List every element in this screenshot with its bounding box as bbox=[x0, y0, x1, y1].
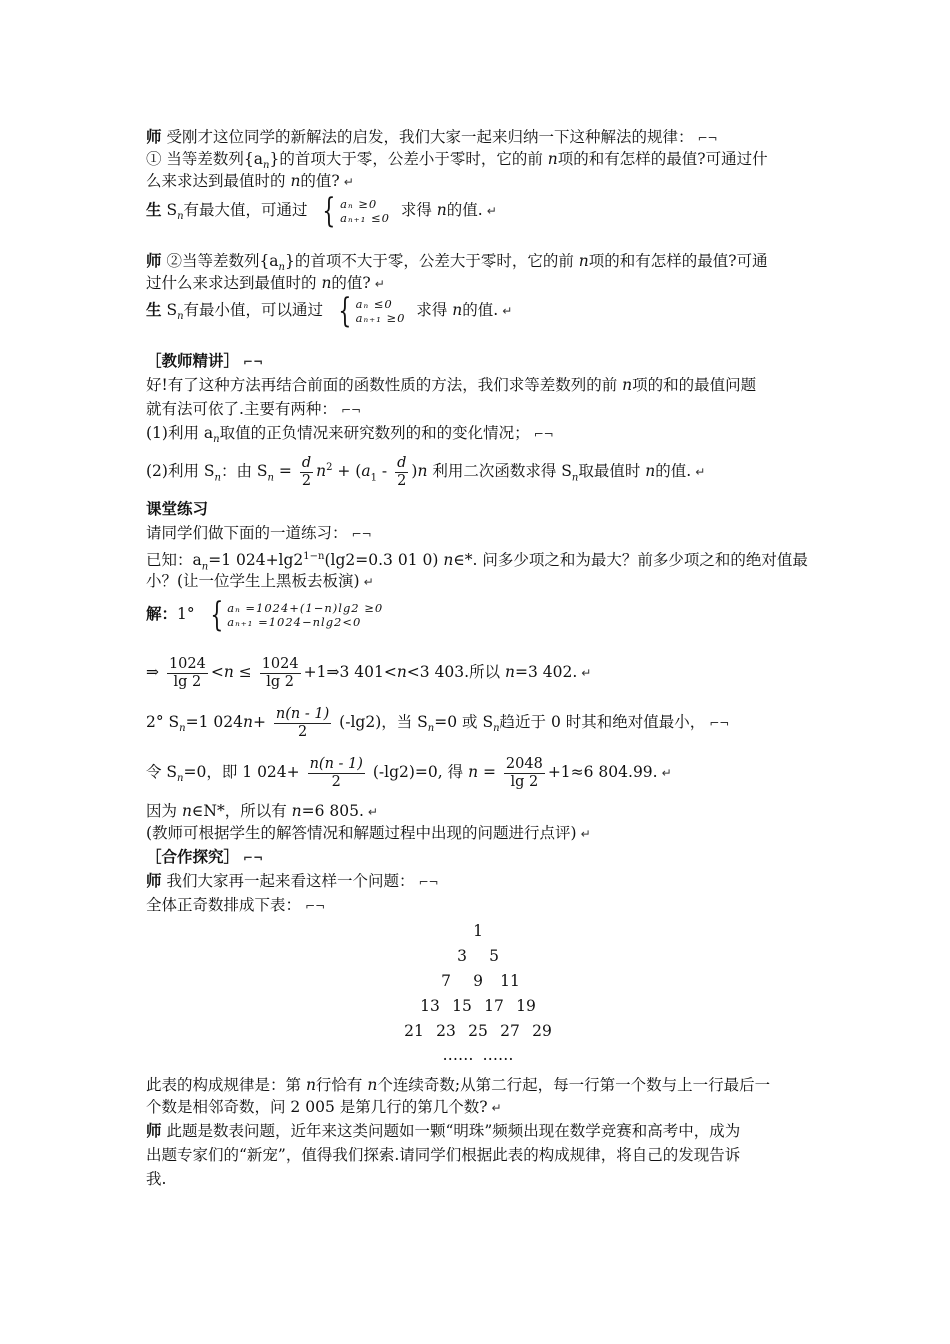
student-answer-1: 生 $S_n$有最大值，可通过 { aₙ ≥0 aₙ₊₁ ≤0 求得 n的值. ↵ bbox=[146, 191, 497, 231]
fraction: $\frac{n(n - 1)}{2}$ bbox=[309, 755, 363, 790]
speaker-label: 师 bbox=[146, 127, 162, 146]
method-2-formula: (2)利用 $S_n$：由 $S_n$ = $\frac{d}{2}$ $n^2 + (a_1$ - $\frac{d}{2}$ )n 利用二次函数求得 $S_n$取最值时 n的值. ↵ bbox=[146, 454, 706, 489]
teacher-note: (教师可根据学生的解答情况和解题过程中出现的问题进行点评) ↵ bbox=[146, 824, 591, 842]
solution-step-2: 2° $S_n=1$ 024n+ $\frac{n(n - 1)}{2}$ (-lg2)，当 $S_n=0$ 或 $S_n$趋近于 0 时其和绝对值最小， ⌐¬ bbox=[146, 705, 730, 740]
section-heading-teacher-explanation: ［教师精讲］ ⌐¬ bbox=[146, 351, 264, 370]
odd-number-row-5: 21 23 25 27 29 bbox=[404, 1022, 552, 1040]
method-1: (1)利用 $a_n$取值的正负情况来研究数列的和的变化情况； ⌐¬ bbox=[146, 424, 554, 446]
inequality-system: { aₙ ≥0 aₙ₊₁ ≤0 bbox=[322, 191, 390, 231]
fraction: $\frac{n(n - 1)}{2}$ bbox=[275, 705, 330, 740]
teacher-comment-line-2: 出题专家们的“新宠”，值得我们探索.请同学们根据此表的构成规律，将自己的发现告诉 bbox=[146, 1146, 741, 1164]
teacher-question-2-line-1: 师 ②当等差数列$\{a_n\}$的首项不大于零，公差大于零时，它的前 n项的和有怎样的最值?可通 bbox=[146, 251, 768, 274]
teacher-comment-line-1: 师 此题是数表问题，近年来这类问题如一颗“明珠”频频出现在数学竞赛和高考中，成为 bbox=[146, 1121, 741, 1140]
fraction: $\frac{d}{2}$ bbox=[397, 454, 407, 489]
table-rule-line-1: 此表的构成规律是：第 n行恰有 n个连续奇数;从第二行起，每一行第一个数与上一行最后一 bbox=[146, 1076, 771, 1094]
fraction: $\frac{1024}{\lg 2}$ bbox=[168, 655, 206, 690]
speaker-label: 师 bbox=[146, 1121, 162, 1140]
student-answer-2: 生 $S_n$有最小值，可以通过 { aₙ ≤0 aₙ₊₁ ≥0 求得 n的值. ↵ bbox=[146, 291, 513, 331]
speaker-label: 师 bbox=[146, 251, 162, 270]
section-heading-classroom-practice: 课堂练习 bbox=[146, 499, 209, 518]
table-rule-line-2: 个数是相邻奇数，问 2 005 是第几行的第几个数? ↵ bbox=[146, 1098, 502, 1116]
exercise-intro: 请同学们做下面的一道练习： ⌐¬ bbox=[146, 524, 372, 542]
odd-number-row-ellipsis: …… …… bbox=[442, 1046, 514, 1064]
explanation-line-2: 就有法可依了.主要有两种： ⌐¬ bbox=[146, 400, 362, 418]
speaker-label: 师 bbox=[146, 871, 162, 890]
solution-conclusion: 因为 n∈N*，所以有 n=6 805. ↵ bbox=[146, 802, 378, 820]
fraction: $\frac{d}{2}$ bbox=[301, 454, 312, 489]
teacher-question-2-line-2: 过什么来求达到最值时的 n的值? ↵ bbox=[146, 274, 385, 292]
explanation-line-1: 好!有了这种方法再结合前面的函数性质的方法，我们求等差数列的前 n项的和的最值问题 bbox=[146, 376, 757, 394]
speaker-label: 生 bbox=[146, 300, 162, 319]
odd-number-row-2: 3 5 bbox=[457, 947, 499, 965]
exercise-problem-line-1: 已知：$a_n=1$ $024+\lg 2^{1-n}(\lg 2=0.3$ 01 0) n∈*. 问多少项之和为最大？前多少项之和的绝对值最 bbox=[146, 551, 808, 573]
teacher-summary-line: 师 受刚才这位同学的新解法的启发，我们大家一起来归纳一下这种解法的规律： ⌐¬ bbox=[146, 127, 718, 146]
inequality-system: { aₙ =1024+(1−n)lg2 ≥0 aₙ₊₁ =1024−nlg2<0 bbox=[209, 595, 384, 635]
fraction: $\frac{2048}{\lg 2}$ bbox=[505, 755, 543, 790]
speaker-label: 生 bbox=[146, 200, 162, 219]
solution-step-1: 解：1° { aₙ =1024+(1−n)lg2 ≥0 aₙ₊₁ =1024−nlg2<0 bbox=[146, 595, 384, 635]
teacher-comment-line-3: 我. bbox=[146, 1170, 167, 1188]
table-intro: 全体正奇数排成下表： ⌐¬ bbox=[146, 896, 326, 914]
odd-number-row-4: 13 15 17 19 bbox=[420, 997, 536, 1015]
exercise-problem-line-2: 小？(让一位学生上黑板去板演) ↵ bbox=[146, 572, 374, 590]
section-heading-cooperative-inquiry: ［合作探究］ ⌐¬ bbox=[146, 847, 264, 866]
inquiry-intro: 师 我们大家再一起来看这样一个问题： ⌐¬ bbox=[146, 871, 439, 890]
solution-step-2-equation: 令 $S_n=0$，即 1 024+ $\frac{n(n - 1)}{2}$ (-lg2)=0, 得 n = $\frac{2048}{\lg 2}$ +1≈6 804.99. ↵ bbox=[146, 755, 672, 790]
solution-step-1-result: ⇒ $\frac{1024}{\lg 2}$ <n ≤ $\frac{1024}{\lg 2}$ +1⇒3 401<n<3 403.所以 n=3 402. ↵ bbox=[146, 655, 592, 690]
question-1-line-1: ① 当等差数列$\{a_n\}$的首项大于零，公差小于零时，它的前 n项的和有怎样的最值?可通过什 bbox=[146, 150, 768, 172]
odd-number-row-1: 1 bbox=[473, 922, 483, 940]
inequality-system: { aₙ ≤0 aₙ₊₁ ≥0 bbox=[338, 291, 406, 331]
odd-number-row-3: 7 9 11 bbox=[441, 972, 520, 990]
fraction: $\frac{1024}{\lg 2}$ bbox=[261, 655, 299, 690]
question-1-line-2: 么来求达到最值时的 n的值? ↵ bbox=[146, 172, 354, 190]
